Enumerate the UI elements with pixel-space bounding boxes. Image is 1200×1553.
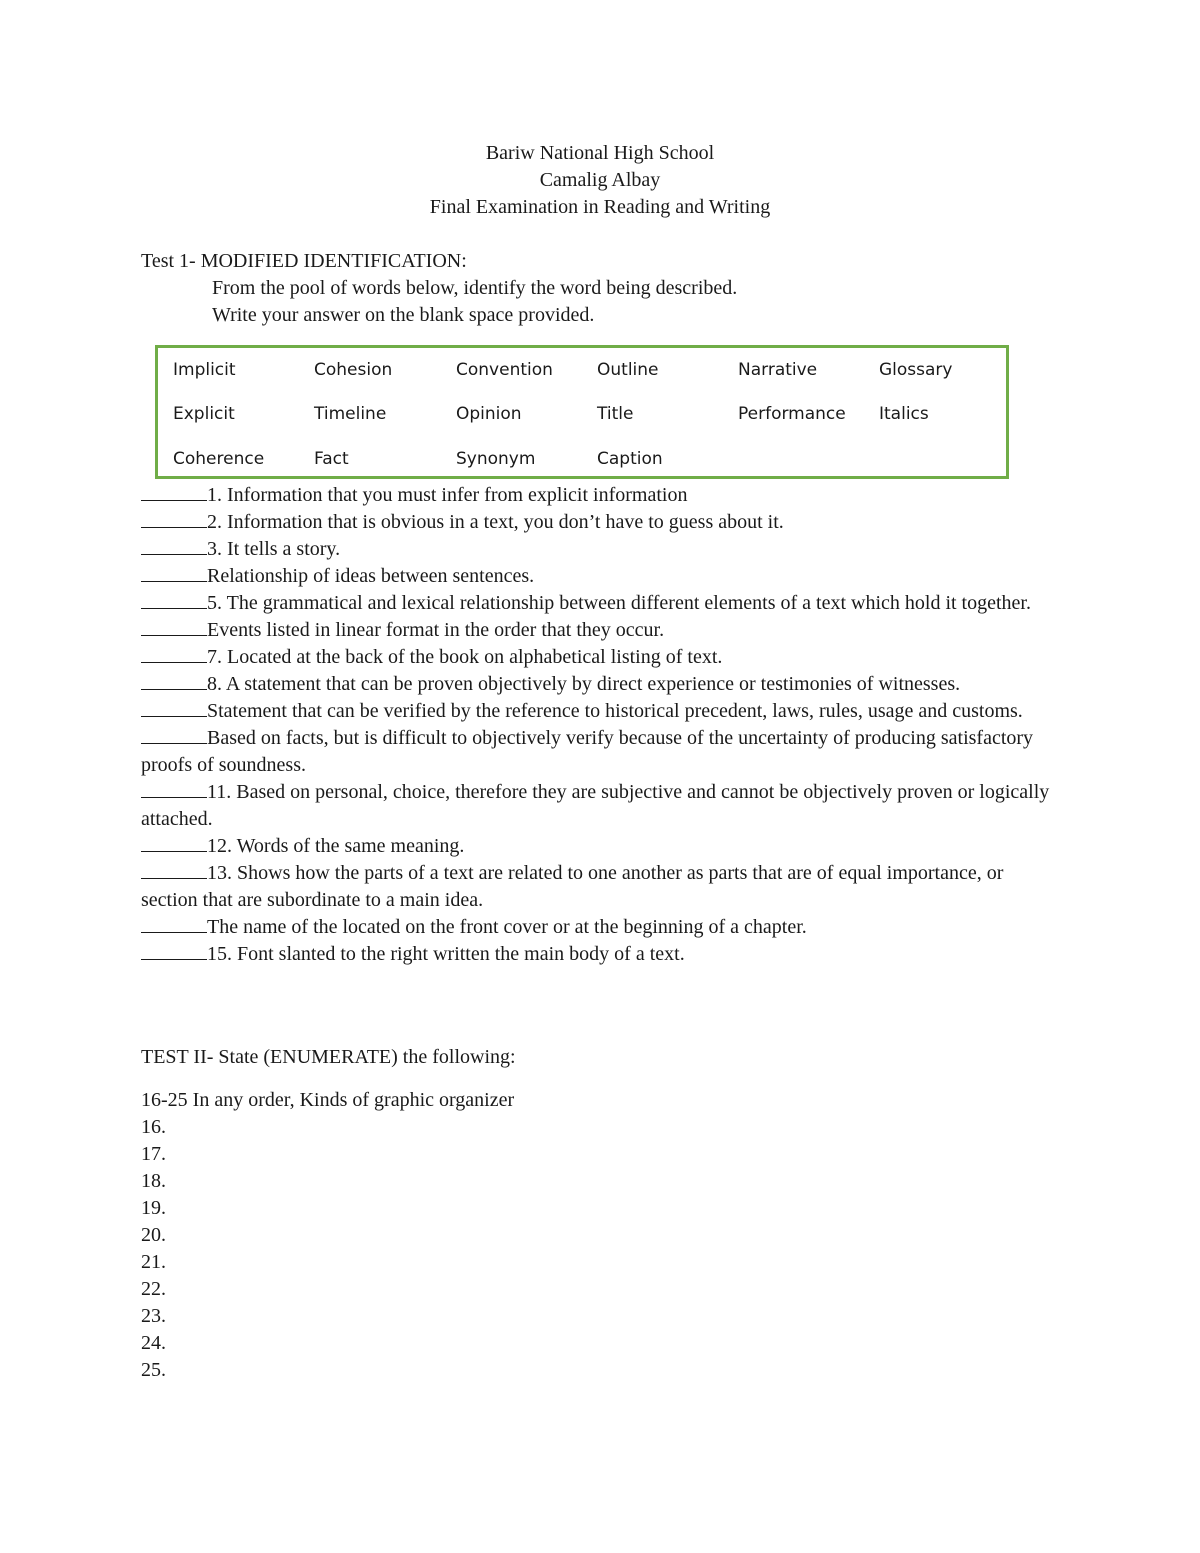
enumeration-number: 18. xyxy=(141,1170,166,1192)
identification-item xyxy=(141,698,1051,725)
identification-item xyxy=(141,563,1051,590)
school-name: Bariw National High School xyxy=(485,142,715,164)
identification-item xyxy=(141,941,1051,968)
pool-word: Title xyxy=(597,404,634,424)
identification-item xyxy=(141,833,1051,860)
enumeration-number: 19. xyxy=(141,1197,166,1219)
instruction-line: Write your answer on the blank space provided. xyxy=(212,304,595,326)
item-text: 2. Information that is obvious in a text, you don’t have to guess about it. xyxy=(207,511,784,533)
test2-title: TEST II- State (ENUMERATE) the following: xyxy=(141,1046,516,1068)
test1-instructions xyxy=(212,275,737,329)
pool-word: Italics xyxy=(879,404,929,424)
pool-word: Cohesion xyxy=(314,360,393,380)
pool-word: Implicit xyxy=(173,360,236,380)
word-pool-row xyxy=(173,447,1003,471)
enumeration-prompt: 16-25 In any order, Kinds of graphic organizer xyxy=(141,1089,515,1111)
pool-word: Coherence xyxy=(173,449,265,469)
identification-item xyxy=(141,509,1051,536)
answer-blank[interactable] xyxy=(141,590,207,609)
item-text: Events listed in linear format in the order that they occur. xyxy=(207,619,665,641)
item-text: 3. It tells a story. xyxy=(207,538,341,560)
identification-item xyxy=(141,860,1051,914)
answer-blank[interactable] xyxy=(141,509,207,528)
identification-item xyxy=(141,914,1051,941)
word-pool-row xyxy=(173,358,1003,382)
pool-word: Glossary xyxy=(879,360,953,380)
pool-word: Explicit xyxy=(173,404,235,424)
enumeration-number: 25. xyxy=(141,1359,166,1381)
item-text: Statement that can be verified by the reference to historical precedent, laws, rules, usage and customs. xyxy=(207,700,1023,722)
instruction-line: From the pool of words below, identify the word being described. xyxy=(212,277,738,299)
item-text: 15. Font slanted to the right written the main body of a text. xyxy=(207,943,685,965)
answer-blank[interactable] xyxy=(141,941,207,960)
item-text: 11. Based on personal, choice, therefore they are subjective and cannot be objectively proven or logically attached. xyxy=(141,781,1050,830)
identification-item xyxy=(141,590,1051,617)
item-text: 12. Words of the same meaning. xyxy=(207,835,465,857)
item-text: The name of the located on the front cover or at the beginning of a chapter. xyxy=(207,916,807,938)
item-text: 8. A statement that can be proven objectively by direct experience or testimonies of witnesses. xyxy=(207,673,961,695)
identification-item xyxy=(141,617,1051,644)
answer-blank[interactable] xyxy=(141,860,207,879)
enumeration-number: 17. xyxy=(141,1143,166,1165)
enumeration-number: 22. xyxy=(141,1278,166,1300)
test1-title: Test 1- MODIFIED IDENTIFICATION: xyxy=(141,250,467,272)
item-text: 7. Located at the back of the book on alphabetical listing of text. xyxy=(207,646,723,668)
item-text: 13. Shows how the parts of a text are related to one another as parts that are of equal importance, or section that are subordinate to a main idea. xyxy=(141,862,1004,911)
pool-word: Caption xyxy=(597,449,663,469)
exam-title: Final Examination in Reading and Writing xyxy=(429,196,771,218)
word-pool-row xyxy=(173,402,1003,426)
enumeration-number: 20. xyxy=(141,1224,166,1246)
answer-blank[interactable] xyxy=(141,833,207,852)
item-text: Relationship of ideas between sentences. xyxy=(207,565,535,587)
answer-blank[interactable] xyxy=(141,482,207,501)
answer-blank[interactable] xyxy=(141,725,207,744)
pool-word: Opinion xyxy=(456,404,522,424)
item-text: 1. Information that you must infer from explicit information xyxy=(207,484,688,506)
enumeration-list xyxy=(141,1114,166,1384)
answer-blank[interactable] xyxy=(141,536,207,555)
answer-blank[interactable] xyxy=(141,779,207,798)
enumeration-number: 16. xyxy=(141,1116,166,1138)
enumeration-number: 24. xyxy=(141,1332,166,1354)
school-location: Camalig Albay xyxy=(539,169,661,191)
identification-item xyxy=(141,725,1051,779)
answer-blank[interactable] xyxy=(141,914,207,933)
pool-word: Outline xyxy=(597,360,659,380)
pool-word: Performance xyxy=(738,404,846,424)
pool-word: Timeline xyxy=(314,404,387,424)
answer-blank[interactable] xyxy=(141,563,207,582)
pool-word: Fact xyxy=(314,449,349,469)
pool-word: Convention xyxy=(456,360,553,380)
test1-items xyxy=(141,482,1051,968)
exam-header xyxy=(0,140,1200,221)
answer-blank[interactable] xyxy=(141,617,207,636)
identification-item xyxy=(141,671,1051,698)
pool-word: Narrative xyxy=(738,360,818,380)
item-text: Based on facts, but is difficult to objectively verify because of the uncertainty of producing satisfactory proofs of soundness. xyxy=(141,727,1034,776)
enumeration-number: 23. xyxy=(141,1305,166,1327)
pool-word: Synonym xyxy=(456,449,536,469)
answer-blank[interactable] xyxy=(141,698,207,717)
identification-item xyxy=(141,644,1051,671)
word-pool-box xyxy=(155,345,1009,479)
item-text: 5. The grammatical and lexical relationship between different elements of a text which hold it together. xyxy=(207,592,1031,614)
enumeration-number: 21. xyxy=(141,1251,166,1273)
answer-blank[interactable] xyxy=(141,644,207,663)
identification-item xyxy=(141,779,1051,833)
answer-blank[interactable] xyxy=(141,671,207,690)
identification-item xyxy=(141,536,1051,563)
identification-item xyxy=(141,482,1051,509)
